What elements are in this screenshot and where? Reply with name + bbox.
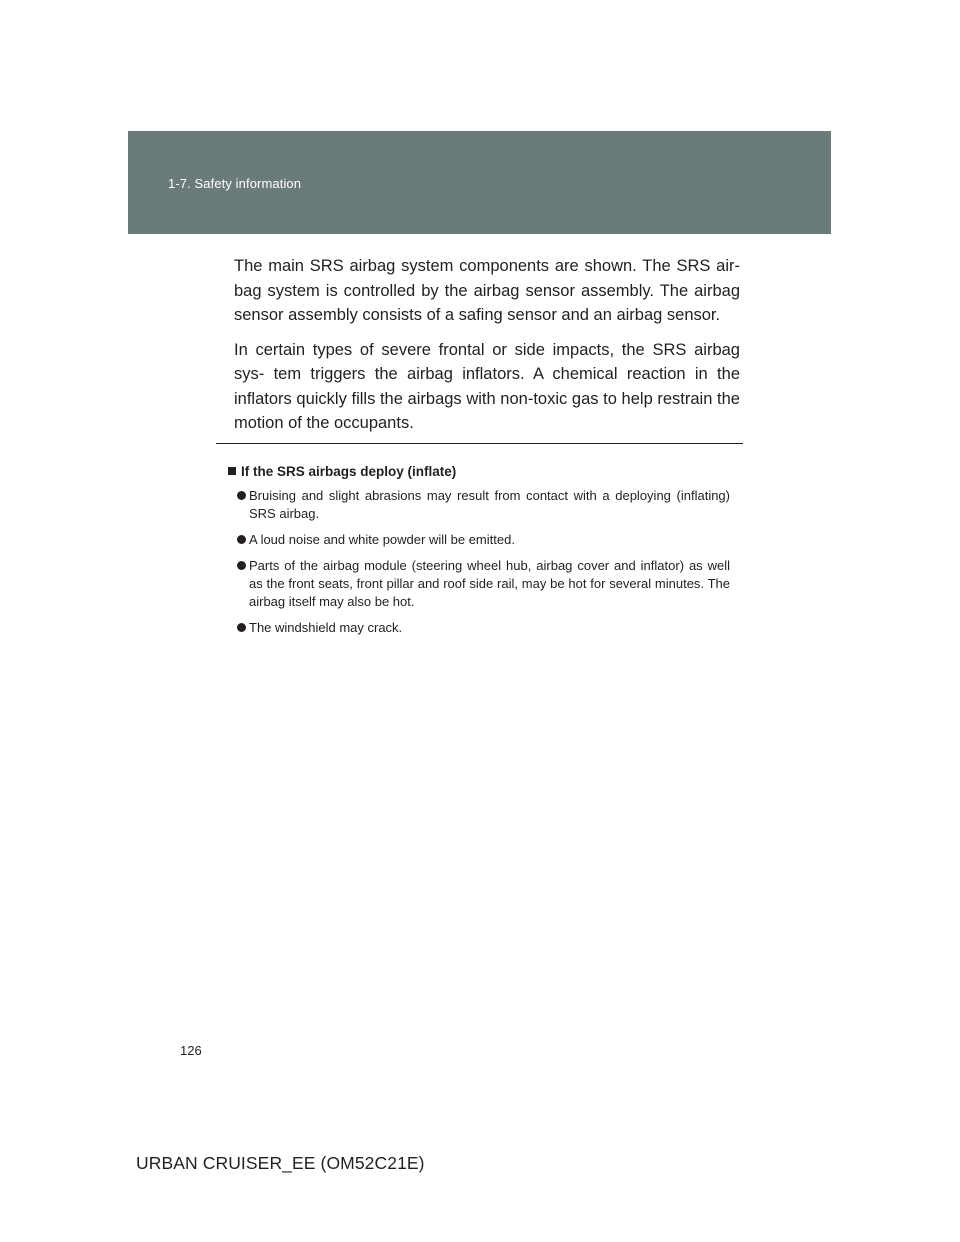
- footer-model-code: URBAN CRUISER_EE (OM52C21E): [136, 1153, 425, 1173]
- note-text: A loud noise and white powder will be emitted.: [249, 532, 515, 547]
- note-list: [228, 487, 730, 637]
- list-item: [228, 557, 730, 611]
- page-number: 126: [180, 1043, 202, 1058]
- notes-section: [228, 463, 730, 645]
- list-item: [228, 619, 730, 637]
- circle-bullet-icon: [237, 535, 246, 544]
- note-text: The windshield may crack.: [249, 620, 403, 635]
- intro-text: [234, 254, 740, 446]
- section-divider: [216, 443, 743, 444]
- note-heading-text: If the SRS airbags deploy (inflate): [241, 464, 457, 479]
- intro-paragraph: In certain types of severe frontal or side impacts, the SRS airbag sys- tem triggers the airbag inflators. A chemical reaction in the inflators quickly fills the airbags with non-toxic gas to help restrain the motion of the occupants.: [234, 340, 740, 432]
- section-label: 1-7. Safety information: [168, 176, 302, 191]
- square-bullet-icon: [228, 467, 236, 475]
- intro-paragraph: The main SRS airbag system components are shown. The SRS air- bag system is controlled by the airbag sensor assembly. The airbag sensor assembly consists of a safing sensor and an airbag sensor.: [234, 257, 740, 324]
- note-heading: [228, 463, 730, 481]
- note-text: Bruising and slight abrasions may result from contact with a deploying (inflating) SRS airbag.: [249, 488, 730, 521]
- header-band: [128, 131, 831, 234]
- circle-bullet-icon: [237, 623, 246, 632]
- circle-bullet-icon: [237, 561, 246, 570]
- list-item: [228, 487, 730, 523]
- circle-bullet-icon: [237, 491, 246, 500]
- list-item: [228, 531, 730, 549]
- note-text: Parts of the airbag module (steering wheel hub, airbag cover and inflator) as well as the front seats, front pillar and roof side rail, may be hot for several minutes. The airbag itself may also be hot.: [249, 558, 730, 609]
